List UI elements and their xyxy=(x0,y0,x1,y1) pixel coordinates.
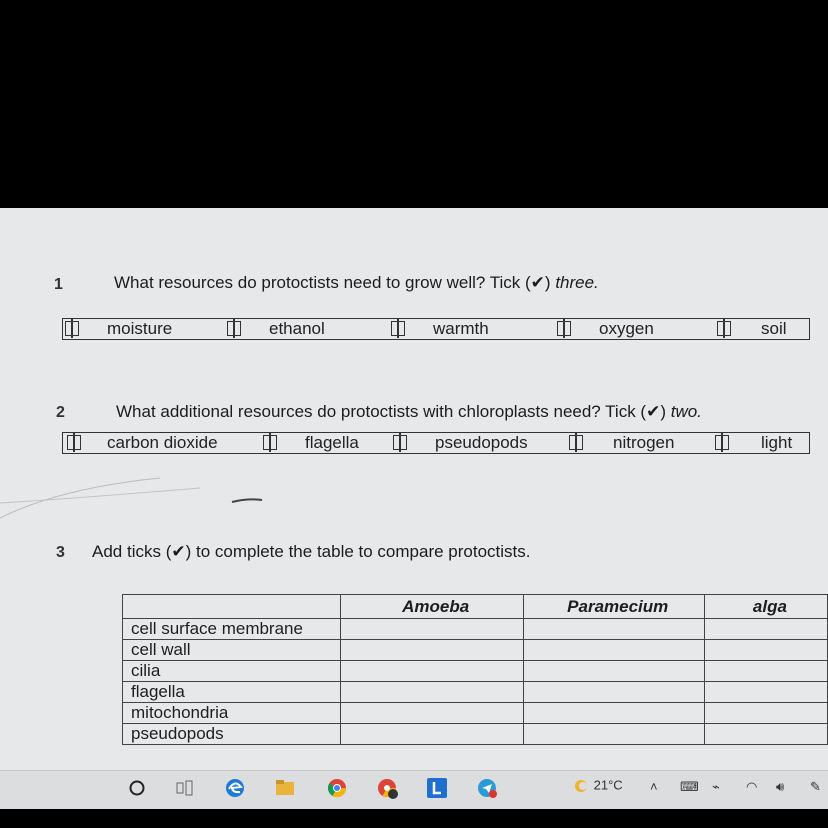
tick-cell[interactable] xyxy=(523,682,704,703)
tick-cell[interactable] xyxy=(704,682,827,703)
telegram-icon[interactable] xyxy=(476,777,498,799)
table-row xyxy=(123,682,828,703)
checkbox-carbon-dioxide[interactable] xyxy=(67,435,81,450)
tick-cell[interactable] xyxy=(523,619,704,640)
header-amoeba: Amoeba xyxy=(340,595,523,619)
checkbox-soil[interactable] xyxy=(717,321,731,336)
row-label: pseudopods xyxy=(123,724,341,745)
comparison-table xyxy=(122,594,828,745)
wifi-icon[interactable]: ◠ xyxy=(746,779,758,794)
tick-cell[interactable] xyxy=(704,619,827,640)
tick-cell[interactable] xyxy=(523,703,704,724)
weather-widget[interactable] xyxy=(572,777,623,795)
tick-cell[interactable] xyxy=(340,724,523,745)
checkbox-nitrogen[interactable] xyxy=(569,435,583,450)
option-label: pseudopods xyxy=(435,433,528,452)
chrome-icon[interactable] xyxy=(326,777,348,799)
checkbox-moisture[interactable] xyxy=(65,321,79,336)
question-1-number: 1 xyxy=(54,276,63,293)
question-2-text xyxy=(116,402,702,422)
chrome-badge-icon[interactable] xyxy=(376,777,398,799)
table-row xyxy=(123,661,828,682)
task-view-icon[interactable] xyxy=(174,777,196,799)
tick-cell[interactable] xyxy=(340,640,523,661)
option-label: light xyxy=(761,433,793,452)
question-1-prompt: What resources do protoctists need to grow well? Tick (✔) xyxy=(114,273,556,292)
option-label: ethanol xyxy=(269,319,325,338)
row-label: cell surface membrane xyxy=(123,619,341,640)
worksheet-screen xyxy=(0,208,828,770)
row-label: cilia xyxy=(123,661,341,682)
row-label: flagella xyxy=(123,682,341,703)
tick-cell[interactable] xyxy=(704,661,827,682)
option-label: soil xyxy=(761,319,787,338)
tick-cell[interactable] xyxy=(340,661,523,682)
tick-cell[interactable] xyxy=(523,640,704,661)
option-label: oxygen xyxy=(599,319,654,338)
option-label: nitrogen xyxy=(613,433,675,452)
pen-icon[interactable]: ✎ xyxy=(810,779,821,794)
table-row xyxy=(123,703,828,724)
tick-cell[interactable] xyxy=(340,682,523,703)
tick-cell[interactable] xyxy=(340,703,523,724)
question-3-number: 3 xyxy=(56,544,65,561)
question-2-emphasis: two. xyxy=(670,402,702,421)
question-1-options xyxy=(62,318,810,340)
checkbox-warmth[interactable] xyxy=(391,321,405,336)
option-label: moisture xyxy=(107,319,173,338)
tick-cell[interactable] xyxy=(523,724,704,745)
volume-icon[interactable]: 🔊︎ xyxy=(776,779,785,794)
question-1-text xyxy=(114,273,599,293)
question-2-options xyxy=(62,432,810,454)
keyboard-icon[interactable]: ⌨ xyxy=(680,779,699,794)
network-icon[interactable]: ⌁ xyxy=(712,779,720,794)
table-row xyxy=(123,619,828,640)
checkbox-light[interactable] xyxy=(715,435,729,450)
checkbox-flagella[interactable] xyxy=(263,435,277,450)
option-label: warmth xyxy=(433,319,489,338)
tick-cell[interactable] xyxy=(704,703,827,724)
option-label: carbon dioxide xyxy=(107,433,218,452)
start-circle-icon[interactable] xyxy=(126,777,148,799)
checkbox-pseudopods[interactable] xyxy=(393,435,407,450)
question-3-text: Add ticks (✔) to complete the table to compare protoctists. xyxy=(92,542,531,561)
weather-temperature: 21°C xyxy=(593,777,623,793)
question-2-prompt: What additional resources do protoctists with chloroplasts need? Tick (✔) xyxy=(116,402,671,421)
table-header-row xyxy=(123,595,828,619)
question-2-number: 2 xyxy=(56,404,65,421)
checkbox-oxygen[interactable] xyxy=(557,321,571,336)
option-label: flagella xyxy=(305,433,359,452)
l-app-icon[interactable] xyxy=(426,777,448,799)
weather-sun-icon xyxy=(572,777,590,795)
header-paramecium: Paramecium xyxy=(523,595,704,619)
tick-cell[interactable] xyxy=(704,640,827,661)
pencil-marks xyxy=(0,458,300,538)
row-label: cell wall xyxy=(123,640,341,661)
table-row xyxy=(123,640,828,661)
file-explorer-icon[interactable] xyxy=(274,777,296,799)
header-blank xyxy=(123,595,341,619)
tick-cell[interactable] xyxy=(704,724,827,745)
header-alga: alga xyxy=(704,595,827,619)
taskbar xyxy=(0,770,828,809)
row-label: mitochondria xyxy=(123,703,341,724)
table-row xyxy=(123,724,828,745)
checkbox-ethanol[interactable] xyxy=(227,321,241,336)
edge-icon[interactable] xyxy=(224,777,246,799)
question-1-emphasis: three. xyxy=(555,273,599,292)
tick-cell[interactable] xyxy=(340,619,523,640)
tick-cell[interactable] xyxy=(523,661,704,682)
chevron-up-icon[interactable]: ˄ xyxy=(650,779,658,794)
